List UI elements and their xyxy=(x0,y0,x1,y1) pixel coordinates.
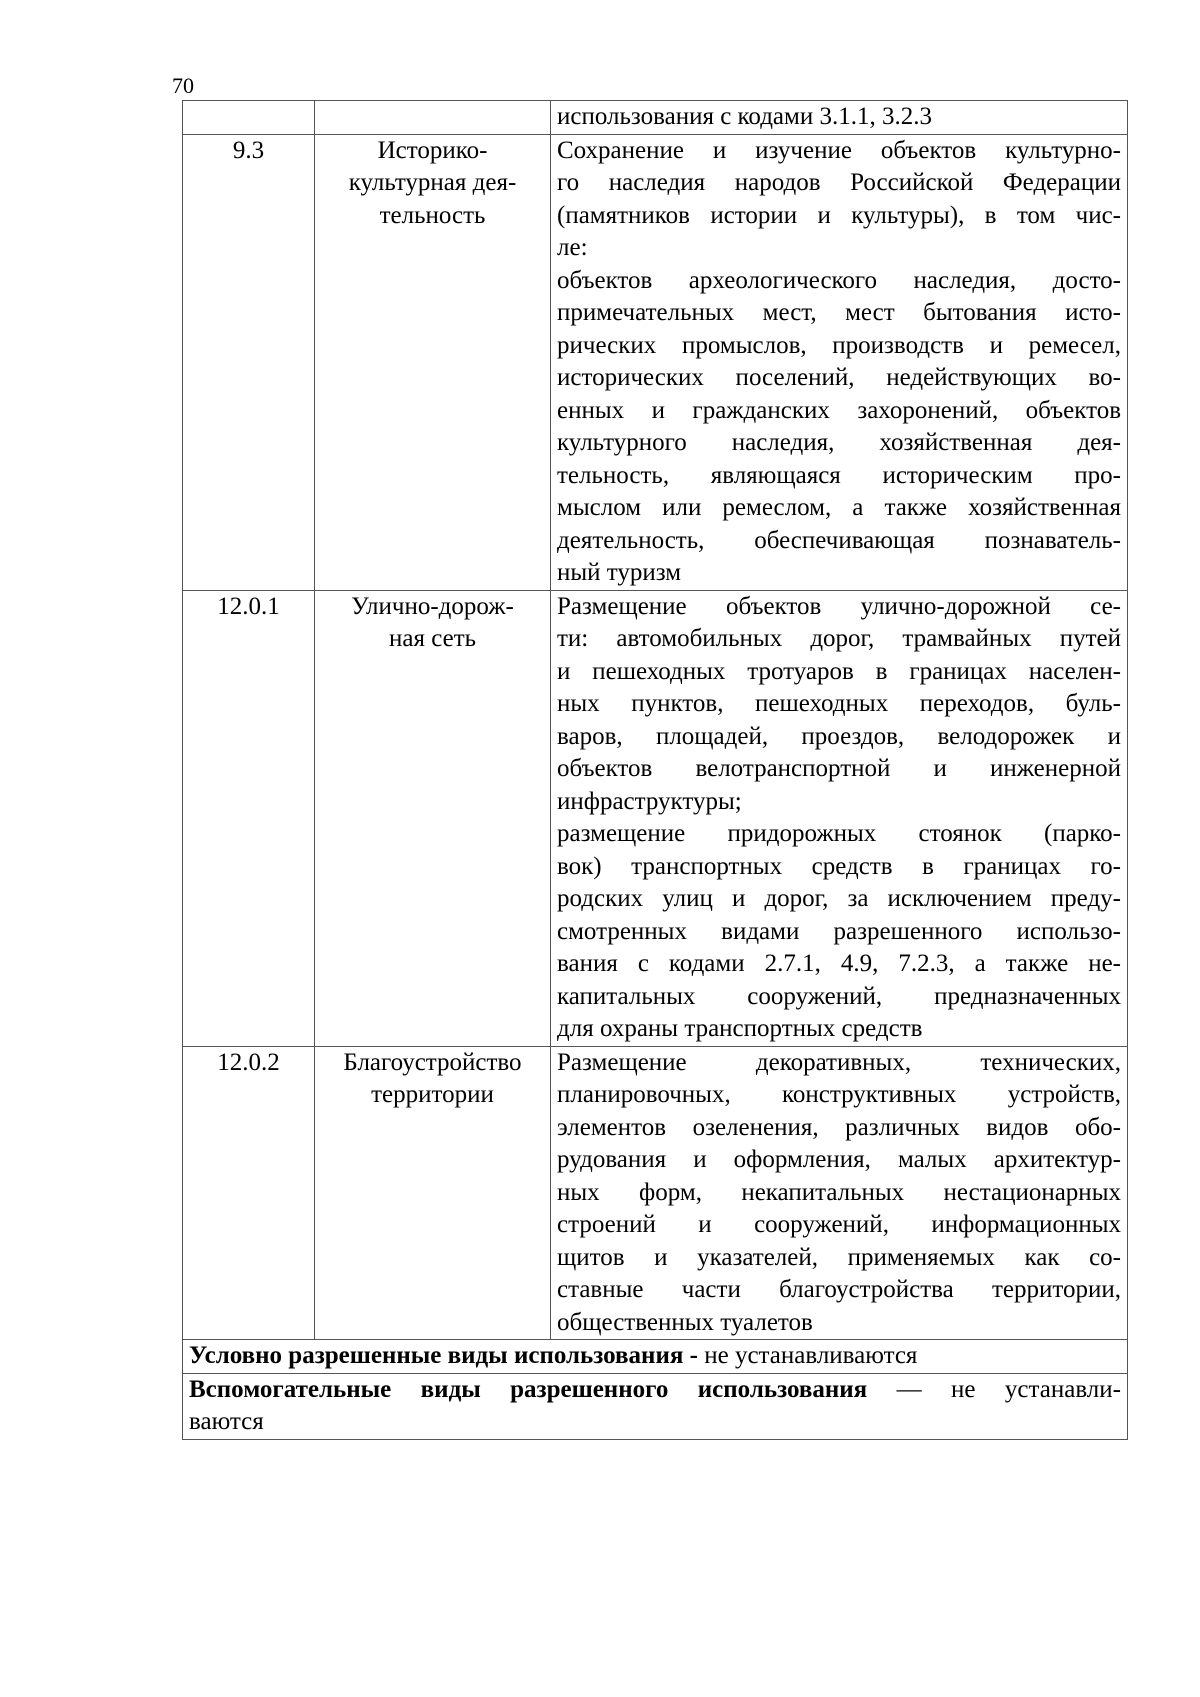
description-cell xyxy=(551,134,1128,590)
description-line: объектов велотранспортной и инженерной xyxy=(557,755,1121,782)
auxiliary-uses-row xyxy=(183,1373,1128,1439)
land-use-table xyxy=(182,100,1128,1440)
description-line: тельность, являющаяся историческим про- xyxy=(557,461,1121,489)
description-line: варов, площадей, проездов, велодорожек и xyxy=(557,722,1121,750)
description-cell xyxy=(551,590,1128,1046)
table-row xyxy=(183,134,1128,590)
description-line: для охраны транспортных средств xyxy=(557,1015,923,1042)
name-cell xyxy=(315,590,551,1046)
page-number: 70 xyxy=(172,73,194,98)
conditional-uses-value: не устанавливаются xyxy=(697,1342,918,1369)
table-row xyxy=(183,590,1128,1046)
description-line: инфраструктуры; xyxy=(557,787,742,815)
description-line: общественных туалетов xyxy=(557,1308,813,1336)
description-line: примечательных мест, мест бытования исто- xyxy=(557,299,1121,326)
name-cell xyxy=(315,101,551,135)
description-line: ных форм, некапитальных нестационарных xyxy=(557,1178,1121,1206)
description-line: рудования и оформления, малых архитектур- xyxy=(557,1146,1121,1173)
description-cell xyxy=(551,1046,1128,1340)
description-line: смотренных видами разрешенного использо- xyxy=(557,917,1121,945)
description-line: планировочных, конструктивных устройств, xyxy=(557,1081,1121,1108)
conditional-uses-row xyxy=(183,1340,1128,1374)
auxiliary-uses-value: — не устанавли- xyxy=(867,1375,1121,1403)
description-line: мыслом или ремеслом, а также хозяйственная xyxy=(557,494,1121,521)
description-line: Сохранение и изучение объектов культурно- xyxy=(557,136,1121,164)
auxiliary-uses-cell xyxy=(183,1373,1128,1439)
description-line: Размещение декоративных, технических, xyxy=(557,1048,1121,1076)
auxiliary-uses-line-1 xyxy=(189,1374,1121,1407)
description-line: го наследия народов Российской Федерации xyxy=(557,169,1121,196)
code-cell xyxy=(183,101,315,135)
description-line: размещение придорожных стоянок (парко- xyxy=(557,820,1121,847)
table-row xyxy=(183,101,1128,135)
description-line: щитов и указателей, применяемых как со- xyxy=(557,1243,1121,1271)
description-line: ных пунктов, пешеходных переходов, буль- xyxy=(557,690,1121,717)
code-cell: 12.0.2 xyxy=(183,1046,315,1340)
conditional-uses-heading: Условно разрешенные виды использования - xyxy=(189,1342,698,1369)
description-cell xyxy=(551,101,1128,135)
code-cell: 9.3 xyxy=(183,134,315,590)
description-line: капитальных сооружений, предназначенных xyxy=(557,982,1121,1010)
description-line: культурного наследия, хозяйственная дея- xyxy=(557,429,1121,456)
name-cell xyxy=(315,134,551,590)
description-line: родских улиц и дорог, за исключением преду- xyxy=(557,885,1121,912)
name-line: тельность xyxy=(379,201,486,229)
description-line: Размещение объектов улично-дорожной се- xyxy=(557,592,1121,620)
description-line: вания с кодами 2.7.1, 4.9, 7.2.3, а также не- xyxy=(557,950,1121,977)
conditional-uses-cell xyxy=(183,1340,1128,1374)
name-line: Улично-дорож- xyxy=(351,592,514,620)
description-line: ти: автомобильных дорог, трамвайных путей xyxy=(557,625,1121,652)
auxiliary-uses-line-2: ваются xyxy=(189,1408,264,1435)
auxiliary-uses-heading: Вспомогательные виды разрешенного использования xyxy=(189,1375,868,1403)
description-line: и пешеходных тротуаров в границах населен- xyxy=(557,657,1121,685)
description-line: деятельность, обеспечивающая познаватель- xyxy=(557,526,1121,554)
description-line: вок) транспортных средств в границах го- xyxy=(557,852,1121,880)
description-line: енных и гражданских захоронений, объектов xyxy=(557,396,1121,424)
name-line: культурная дея- xyxy=(348,169,517,196)
table-row xyxy=(183,1046,1128,1340)
table-body xyxy=(183,101,1128,1340)
description-line: ный туризм xyxy=(557,559,682,586)
name-line: ная сеть xyxy=(388,625,477,652)
description-line: строений и сооружений, информационных xyxy=(557,1211,1121,1238)
description-line: рических промыслов, производств и ремесел, xyxy=(557,331,1121,359)
description-line: (памятников истории и культуры), в том чис- xyxy=(557,201,1121,229)
description-line: объектов археологического наследия, досто- xyxy=(557,266,1121,294)
description-line: использования с кодами 3.1.1, 3.2.3 xyxy=(557,103,932,130)
description-line: ставные части благоустройства территории, xyxy=(557,1276,1121,1303)
name-cell xyxy=(315,1046,551,1340)
description-line: исторических поселений, недействующих во- xyxy=(557,364,1121,391)
name-line: Благоустройство xyxy=(343,1048,522,1076)
description-line: ле: xyxy=(557,234,588,261)
name-line: территории xyxy=(371,1081,494,1108)
code-cell: 12.0.1 xyxy=(183,590,315,1046)
name-line: Историко- xyxy=(377,136,488,164)
description-line: элементов озеленения, различных видов обо- xyxy=(557,1113,1121,1141)
